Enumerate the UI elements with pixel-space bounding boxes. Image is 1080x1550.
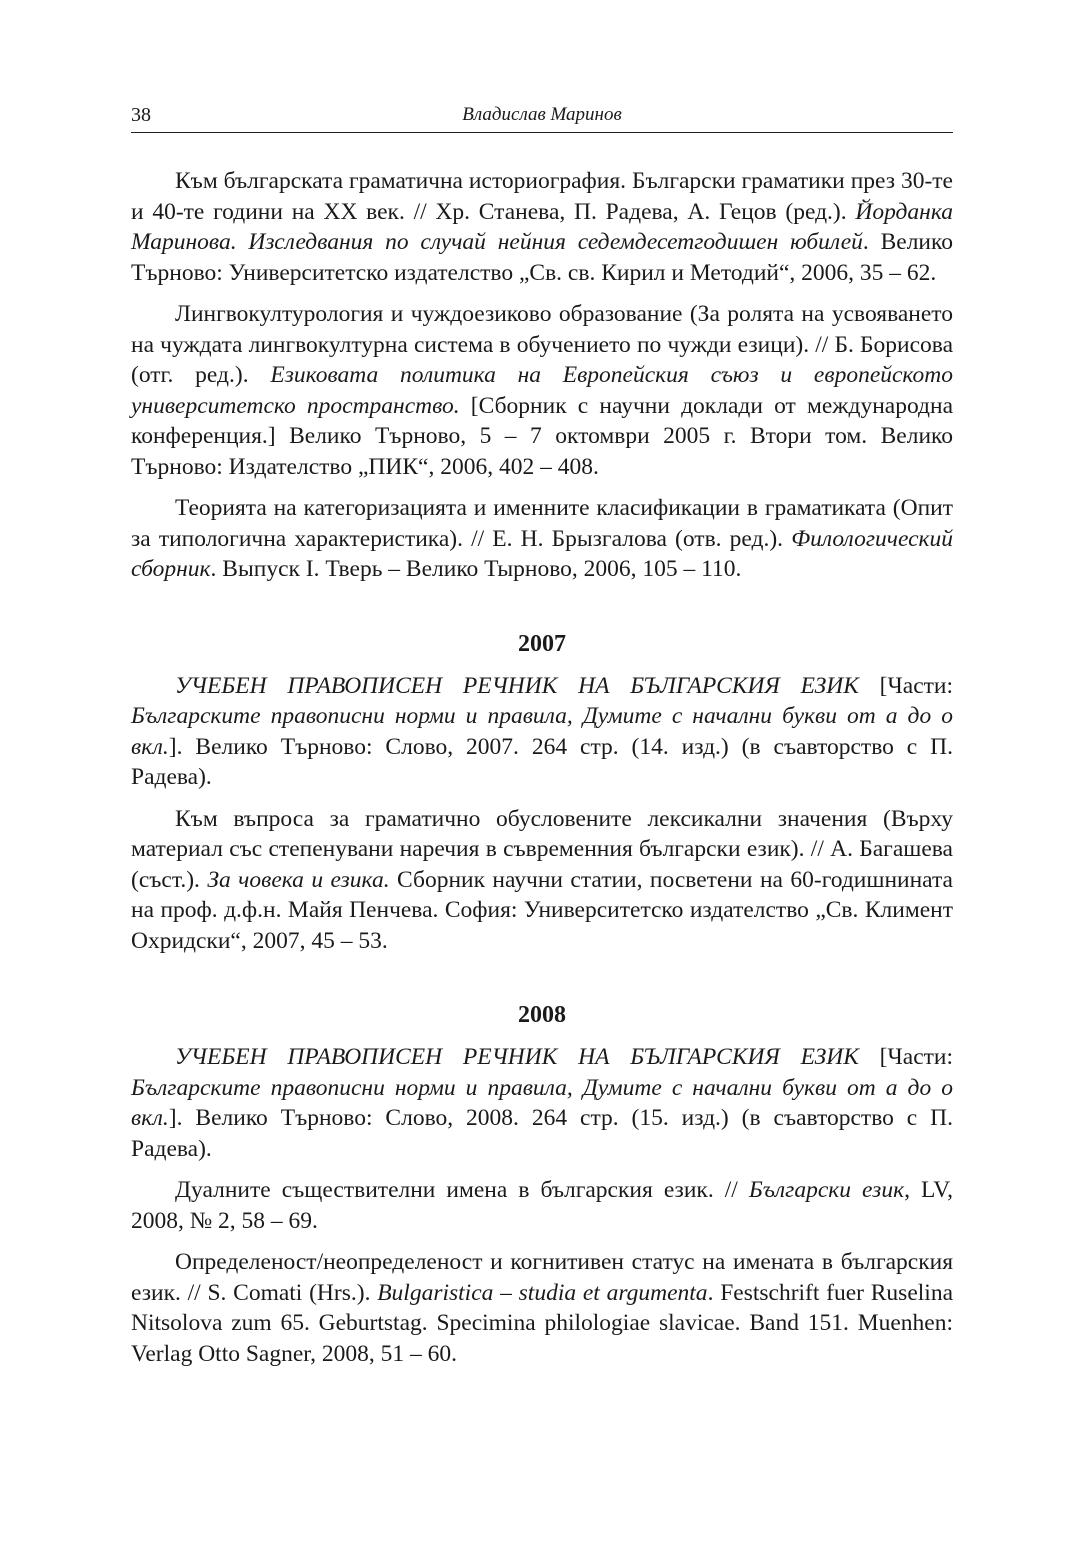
bibliography-entry: Лингвокултурология и чуждоезиково образование (За ролята на усвояването на чуждата лингвокултурна система в обучението по чужди езици). // Б. Борисова (отг. ред.). Езиковата политика на Европейския съюз и европейското университетско пространство. [Сборник с научни доклади от международна конференция.] Велико Търново, 5 – 7 октомври 2005 г. Втори том. Велико Търново: Издателство „ПИК“, 2006, 402 – 408. [131, 301, 953, 480]
page-number: 38 [131, 104, 151, 126]
year-heading-2007: 2007 [518, 630, 566, 657]
running-head [131, 100, 953, 133]
bibliography-entry: Към българската граматична историография. Български граматики през 30-те и 40-те години на XX век. // Хр. Станева, П. Радева, А. Гецов (ред.). Йорданка Маринова. Изследвания по случай нейния седемдесетгодишен юбилей. Велико Търново: Университетско издателство „Св. св. Кирил и Методий“, 2006, 35 – 62. [131, 168, 953, 286]
bibliography-body [131, 166, 953, 1380]
bibliography-entry: УЧЕБЕН ПРАВОПИСЕН РЕЧНИК НА БЪЛГАРСКИЯ ЕЗИК [Части: Българските правописни норми и правила, Думите с начални букви от а до о вкл.]. Велико Търново: Слово, 2008. 264 стр. (15. изд.) (в съавторство с П. Радева). [131, 1044, 954, 1162]
year-heading-2008: 2008 [518, 1002, 566, 1028]
bibliography-entry: Дуалните съществителни имена в българския език. // Български език, LV, 2008, № 2, 58 – 69. [131, 1177, 954, 1234]
bibliography-entry: Определеност/неопределеност и когнитивен статус на имената в българския език. // S. Comati (Hrs.). Bulgaristica – studia et argumenta. Festschrift fuer Ruselina Nitsolova zum 65. Geburtstag. Specimina philologiae slavicae. Band 151. Muenhen: Verlag Otto Sagner, 2008, 51 – 60. [131, 1249, 953, 1367]
header-author: Владислав Маринов [462, 104, 622, 125]
bibliography-entry: УЧЕБЕН ПРАВОПИСЕН РЕЧНИК НА БЪЛГАРСКИЯ ЕЗИК [Части: Българските правописни норми и правила, Думите с начални букви от а до о вкл.]. Велико Търново: Слово, 2007. 264 стр. (14. изд.) (в съавторство с П. Радева). [131, 672, 954, 790]
bibliography-entry: Към въпроса за граматично обусловените лексикални значения (Върху материал със степенувани наречия в съвременния български език). // А. Багашева (съст.). За човека и езика. Сборник научни статии, посветени на 60-годишнината на проф. д.ф.н. Майя Пенчева. София: Университетско издателство „Св. Климент Охридски“, 2007, 45 – 53. [131, 805, 953, 954]
bibliography-entry: Теорията на категоризацията и именните класификации в граматиката (Опит за типологична характеристика). // Е. Н. Брызгалова (отв. ред.). Филологический сборник. Выпуск I. Тверь – Велико Тырново, 2006, 105 – 110. [131, 495, 953, 582]
